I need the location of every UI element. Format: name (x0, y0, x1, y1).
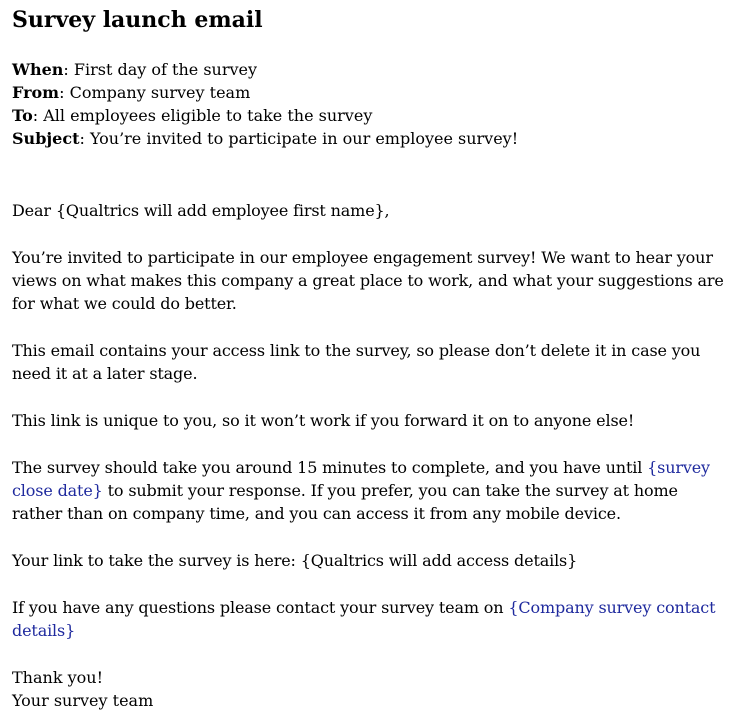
to-value: : All employees eligible to take the survey (32, 106, 373, 125)
duration-text-before: The survey should take you around 15 minutes to complete, and you have until (12, 458, 648, 477)
page-title: Survey launch email (12, 7, 263, 33)
contact-text-before: If you have any questions please contact your survey team on (12, 598, 509, 617)
access-paragraph: This email contains your access link to the survey, so please don’t delete it in case you need it at a later stage. (12, 341, 701, 383)
unique-link-paragraph: This link is unique to you, so it won’t work if you forward it on to anyone else! (12, 411, 635, 430)
from-label: From (12, 83, 60, 102)
from-value: : Company survey team (59, 83, 251, 102)
greeting: Dear {Qualtrics will add employee first name}, (12, 201, 390, 220)
signoff-thanks: Thank you! (12, 668, 104, 687)
email-header (12, 58, 732, 150)
duration-text-after: to submit your response. If you prefer, you can take the survey at home rather than on company time, and you can access it from any mobile device. (12, 481, 678, 523)
intro-paragraph: You’re invited to participate in our employee engagement survey! We want to hear your views on what makes this company a great place to work, and what your suggestions are for what we could do better. (12, 248, 724, 313)
when-value: : First day of the survey (63, 60, 258, 79)
from-line (12, 81, 732, 104)
to-label: To (12, 106, 33, 125)
company-contact-placeholder: {Company survey contact details} (12, 598, 716, 640)
header-spacer (12, 150, 732, 199)
signoff-team: Your survey team (12, 691, 154, 710)
contact-paragraph (12, 596, 727, 642)
duration-paragraph (12, 456, 727, 525)
access-link-paragraph: Your link to take the survey is here: {Qualtrics will add access details} (12, 551, 578, 570)
subject-line (12, 127, 732, 150)
to-line (12, 104, 732, 127)
when-label: When (12, 60, 64, 79)
subject-label: Subject (12, 129, 80, 148)
subject-value: : You’re invited to participate in our employee survey! (79, 129, 519, 148)
survey-close-date-placeholder: {survey close date} (12, 458, 710, 500)
when-line (12, 58, 732, 81)
